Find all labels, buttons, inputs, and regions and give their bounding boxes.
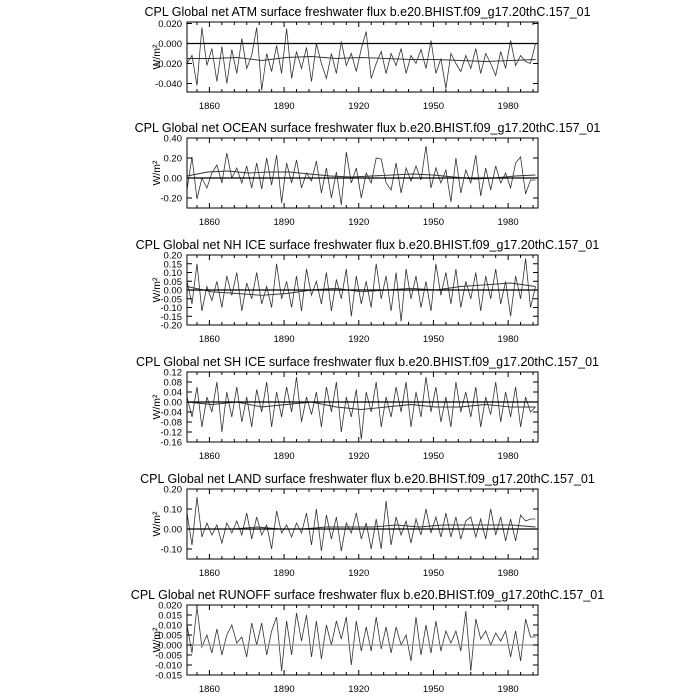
y-tick-label: -0.020 (155, 59, 182, 70)
x-tick-label: 1950 (422, 334, 445, 345)
x-tick-label: 1920 (348, 451, 370, 462)
x-tick-label: 1950 (422, 451, 445, 462)
y-tick-label: 0.08 (163, 377, 182, 389)
y-tick-label: -0.08 (160, 417, 182, 429)
y-tick-label: 0.015 (158, 610, 182, 622)
y-axis-label: W/m² (151, 511, 163, 537)
y-tick-label: -0.010 (155, 660, 182, 672)
plot-frame (187, 22, 538, 92)
x-tick-label: 1890 (273, 684, 295, 695)
y-tick-label: -0.10 (160, 544, 182, 556)
x-tick-label: 1950 (422, 101, 445, 112)
x-tick-label: 1920 (348, 334, 370, 345)
x-tick-label: 1890 (273, 451, 295, 462)
x-tick-label: 1920 (348, 684, 370, 695)
y-axis-label: W/m² (151, 160, 163, 186)
panel-5 (140, 472, 595, 579)
x-tick-label: 1980 (497, 334, 519, 345)
y-tick-label: 0.15 (163, 259, 182, 271)
x-tick-label: 1860 (198, 217, 220, 228)
x-tick-label: 1950 (422, 217, 445, 228)
panel-title: CPL Global net LAND surface freshwater flux b.e20.BHIST.f09_g17.20thC.157_01 (140, 472, 595, 486)
x-tick-label: 1860 (198, 684, 220, 695)
x-tick-label: 1950 (422, 684, 445, 695)
series-annual (187, 607, 536, 671)
x-tick-label: 1980 (497, 451, 519, 462)
y-tick-label: 0.10 (163, 504, 182, 516)
x-tick-label: 1890 (273, 334, 295, 345)
x-tick-label: 1860 (198, 334, 220, 345)
x-tick-label: 1980 (497, 684, 519, 695)
panel-title: CPL Global net SH ICE surface freshwater flux b.e20.BHIST.f09_g17.20thC.157_01 (136, 355, 599, 369)
y-tick-label: -0.05 (160, 294, 182, 306)
y-tick-label: 0.20 (163, 250, 182, 262)
y-tick-label: 0.00 (163, 173, 182, 185)
y-tick-label: 0.000 (158, 39, 182, 50)
y-tick-label: 0.00 (163, 397, 182, 409)
x-tick-label: 1980 (497, 217, 519, 228)
x-tick-label: 1920 (348, 217, 370, 228)
y-axis-label: W/m² (151, 277, 163, 303)
y-tick-label: 0.05 (163, 276, 182, 288)
y-tick-label: 0.00 (163, 524, 182, 536)
series-annual (187, 28, 536, 91)
x-tick-label: 1980 (497, 101, 519, 112)
y-axis-label: W/m² (151, 44, 163, 70)
panel-4 (136, 355, 599, 462)
x-tick-label: 1920 (348, 101, 370, 112)
x-tick-label: 1950 (422, 568, 445, 579)
y-tick-label: -0.005 (155, 650, 182, 662)
series-annual (187, 497, 536, 551)
y-tick-label: 0.40 (163, 133, 182, 145)
y-tick-label: 0.010 (158, 620, 182, 632)
y-tick-label: -0.015 (155, 670, 182, 682)
y-tick-label: -0.12 (160, 427, 182, 439)
y-axis-label: W/m² (151, 394, 163, 420)
panel-3 (136, 238, 600, 345)
y-tick-label: 0.000 (158, 640, 182, 652)
y-tick-label: -0.20 (160, 193, 182, 205)
y-tick-label: -0.20 (160, 320, 182, 332)
y-tick-label: -0.04 (160, 407, 182, 419)
panel-title: CPL Global net RUNOFF surface freshwater flux b.e20.BHIST.f09_g17.20thC.157_01 (130, 588, 605, 602)
x-tick-label: 1920 (348, 568, 370, 579)
y-tick-label: 0.04 (163, 387, 182, 399)
x-tick-label: 1860 (198, 101, 220, 112)
x-tick-label: 1860 (198, 568, 220, 579)
y-axis-label: W/m² (151, 627, 163, 653)
plot-frame (187, 489, 538, 559)
y-tick-label: -0.15 (160, 311, 182, 323)
y-tick-label: 0.10 (163, 268, 182, 279)
y-tick-label: 0.020 (158, 19, 182, 30)
panel-2 (135, 121, 601, 228)
series-annual (187, 377, 536, 440)
panel-title: CPL Global net NH ICE surface freshwater flux b.e20.BHIST.f09_g17.20thC.157_01 (135, 238, 600, 252)
x-tick-label: 1980 (497, 568, 519, 579)
y-tick-label: 0.020 (158, 600, 182, 612)
panel-title: CPL Global net ATM surface freshwater flux b.e20.BHIST.f09_g17.20thC.157_01 (144, 5, 591, 19)
y-tick-label: -0.040 (155, 79, 182, 90)
series-annual (187, 146, 536, 205)
y-tick-label: 0.12 (163, 367, 182, 379)
x-tick-label: 1890 (273, 101, 295, 112)
panel-6 (131, 588, 604, 695)
plot-frame (187, 138, 538, 208)
y-tick-label: 0.005 (158, 630, 182, 642)
y-tick-label: -0.10 (160, 303, 182, 314)
x-tick-label: 1890 (273, 217, 295, 228)
y-tick-label: -0.16 (160, 437, 182, 449)
y-tick-label: 0.00 (163, 285, 182, 297)
y-tick-label: 0.20 (163, 484, 182, 496)
x-tick-label: 1860 (198, 451, 220, 462)
x-tick-label: 1890 (273, 568, 295, 579)
panel-1 (144, 5, 590, 112)
panel-title: CPL Global net OCEAN surface freshwater flux b.e20.BHIST.f09_g17.20thC.157_01 (134, 121, 601, 135)
y-tick-label: 0.20 (163, 153, 182, 165)
